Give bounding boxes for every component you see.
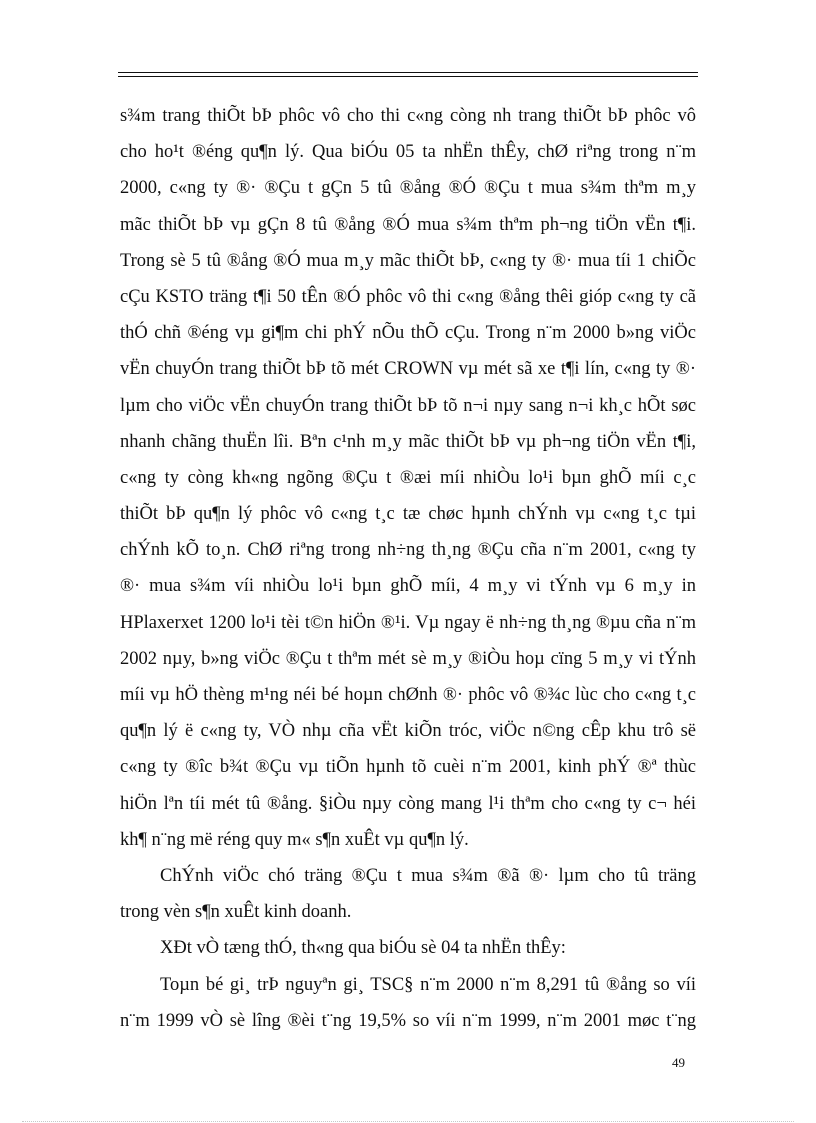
text-line: s¾m trang thiÕt bÞ phôc vô cho thi c«ng còng nh trang thiÕt bÞ phôc vô (120, 106, 696, 126)
text-line: Trong sè 5 tû ®ång ®Ó mua m¸y mãc thiÕt bÞ, c«ng ty ®· mua tíi 1 chiÕc (120, 250, 696, 271)
text-line: thiÕt bÞ qu¶n lý phôc vô c«ng t¸c tæ chøc hµnh chÝnh vµ c«ng t¸c tµi (120, 504, 696, 525)
text-line: Toµn bé gi¸ trÞ nguyªn gi¸ TSC§ n¨m 2000 n¨m 8,291 tû ®ång so víi (160, 974, 696, 995)
text-line: thÓ chñ ®éng vµ gi¶m chi phÝ nÕu thÕ cÇu. Trong n¨m 2000 b»ng viÖc (120, 323, 696, 344)
header-rule-top (118, 72, 698, 73)
text-line: 2002 nµy, b»ng viÖc ®Çu t thªm mét sè m¸y ®iÒu hoµ cïng 5 m¸y vi tÝnh (120, 648, 696, 669)
text-line: hiÖn lªn tíi mét tû ®ång. §iÒu nµy còng mang l¹i thªm cho c«ng ty c¬ héi (120, 793, 696, 814)
text-line: n¨m 1999 vÒ sè lîng ®èi t¨ng 19,5% so víi n¨m 1999, n¨m 2001 møc t¨ng (120, 1010, 696, 1031)
text-line: míi vµ hÖ thèng m¹ng néi bé hoµn chØnh ®· phôc vô ®¾c lùc cho c«ng t¸c (120, 685, 696, 705)
text-line: qu¶n lý ë c«ng ty, VÒ nhµ cña vËt kiÕn tróc, viÖc n©ng cÊp khu trô së (120, 721, 696, 742)
text-line: trong vèn s¶n xuÊt kinh doanh. (120, 902, 352, 923)
text-line: ®· mua s¾m víi nhiÒu lo¹i bµn ghÕ míi, 4 m¸y vi tÝnh vµ 6 m¸y in (120, 576, 696, 597)
page-number: 49 (672, 1055, 685, 1070)
body-text (120, 98, 696, 1039)
text-line: HPlaxerxet 1200 lo¹i tèi t©n hiÖn ®¹i. Vµ ngay ë nh÷ng th¸ng ®µu cña n¨m (120, 612, 696, 633)
header-rule-bottom (118, 76, 698, 77)
text-line: c«ng ty còng kh«ng ngõng ®Çu t ®æi míi nhiÒu lo¹i bµn ghÕ míi c¸c (120, 467, 696, 488)
text-line: ChÝnh viÖc chó träng ®Çu t mua s¾m ®ã ®· lµm cho tû träng (160, 865, 696, 886)
text-line: vËn chuyÓn trang thiÕt bÞ tõ mét CROWN vµ mét sã xe t¶i lín, c«ng ty ®· (120, 359, 696, 380)
text-line: lµm cho viÖc vËn chuyÓn trang thiÕt bÞ tõ n¬i nµy sang n¬i kh¸c hÕt søc (120, 395, 696, 416)
text-line: kh¶ n¨ng më réng quy m« s¶n xuÊt vµ qu¶n lý. (120, 829, 469, 850)
text-line: cho ho¹t ®éng qu¶n lý. Qua biÓu 05 ta nhËn thÊy, chØ riªng trong n¨m (120, 142, 696, 163)
text-line: cÇu KSTO träng t¶i 50 tÊn ®Ó phôc vô thi c«ng ®ång thêi gióp c«ng ty cã (120, 286, 696, 307)
text-line: chÝnh kÕ to¸n. ChØ riªng trong nh÷ng th¸ng ®Çu cña n¨m 2001, c«ng ty (120, 540, 696, 561)
page-bottom-border (22, 1121, 794, 1122)
text-line: XÐt vÒ tæng thÓ, th«ng qua biÓu sè 04 ta nhËn thÊy: (160, 938, 566, 959)
text-line: c«ng ty ®îc b¾t ®Çu vµ tiÕn hµnh tõ cuèi n¨m 2001, kinh phÝ ®ª thùc (120, 757, 696, 778)
text-line: 2000, c«ng ty ®· ®Çu t gÇn 5 tû ®ång ®Ó ®Çu t mua s¾m thªm m¸y (120, 178, 696, 199)
text-line: mãc thiÕt bÞ vµ gÇn 8 tû ®ång ®Ó mua s¾m thªm ph¬ng tiÖn vËn t¶i. (120, 214, 696, 235)
text-line: nhanh chãng thuËn lîi. Bªn c¹nh m¸y mãc thiÕt bÞ vµ ph¬ng tiÖn vËn t¶i, (120, 431, 696, 452)
